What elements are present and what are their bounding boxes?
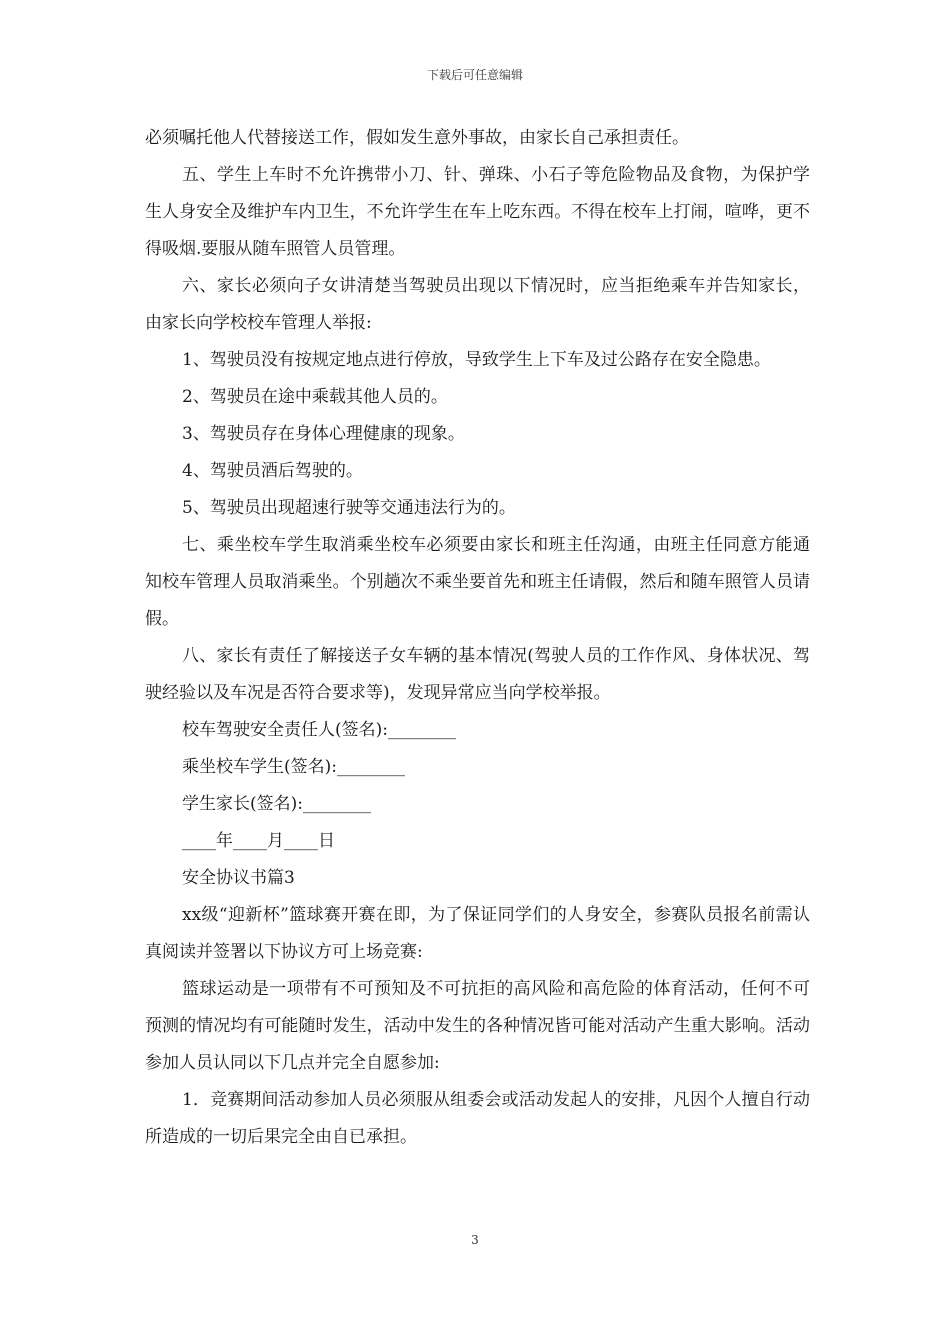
signature-line: 校车驾驶安全责任人(签名):________ [182, 720, 456, 740]
paragraph: 篮球运动是一项带有不可预知及不可抗拒的高风险和高危险的体育活动，任何不可预测的情况均有可能随时发生，活动中发生的各种情况皆可能对活动产生重大影响。活动参加人员认同以下几点并完全自愿参加: [145, 979, 810, 1073]
paragraph: 4、驾驶员酒后驾驶的。 [182, 461, 363, 481]
paragraph: 3、驾驶员存在身体心理健康的现象。 [182, 424, 465, 444]
paragraph: 六、家长必须向子女讲清楚当驾驶员出现以下情况时，应当拒绝乘车并告知家长，由家长向学校校车管理人举报: [145, 276, 810, 333]
header-note: 下载后可任意编辑 [426, 68, 523, 82]
paragraph: 五、学生上车时不允许携带小刀、针、弹珠、小石子等危险物品及食物，为保护学生人身安全及维护车内卫生，不允许学生在车上吃东西。不得在校车上打闹，喧哗，更不得吸烟.要服从随车照管人员管理。 [145, 165, 810, 259]
paragraph: 2、驾驶员在途中乘载其他人员的。 [182, 387, 448, 407]
paragraph: 八、家长有责任了解接送子女车辆的基本情况(驾驶人员的工作作风、身体状况、驾驶经验以及车况是否符合要求等)，发现异常应当向学校举报。 [145, 646, 810, 703]
paragraph: 1．竞赛期间活动参加人员必须服从组委会或活动发起人的安排，凡因个人擅自行动所造成的一切后果完全由自已承担。 [145, 1090, 810, 1147]
signature-line: 学生家长(签名):________ [182, 794, 371, 814]
paragraph: 1、驾驶员没有按规定地点进行停放，导致学生上下车及过公路存在安全隐患。 [182, 350, 771, 370]
paragraph: 七、乘坐校车学生取消乘坐校车必须要由家长和班主任沟通，由班主任同意方能通知校车管理人员取消乘坐。个别趟次不乘坐要首先和班主任请假，然后和随车照管人员请假。 [145, 535, 810, 629]
signature-line: 乘坐校车学生(签名):________ [182, 757, 405, 777]
page-number: 3 [471, 1233, 479, 1247]
document-body [145, 120, 810, 1156]
paragraph: 必须嘱托他人代替接送工作，假如发生意外事故，由家长自己承担责任。 [145, 128, 689, 148]
section-heading: 安全协议书篇3 [182, 868, 295, 888]
paragraph: 5、驾驶员出现超速行驶等交通违法行为的。 [182, 498, 516, 518]
paragraph: xx级“迎新杯”篮球赛开赛在即，为了保证同学们的人身安全，参赛队员报名前需认真阅读并签署以下协议方可上场竞赛: [145, 905, 810, 962]
date-line: ____年____月____日 [182, 831, 335, 851]
